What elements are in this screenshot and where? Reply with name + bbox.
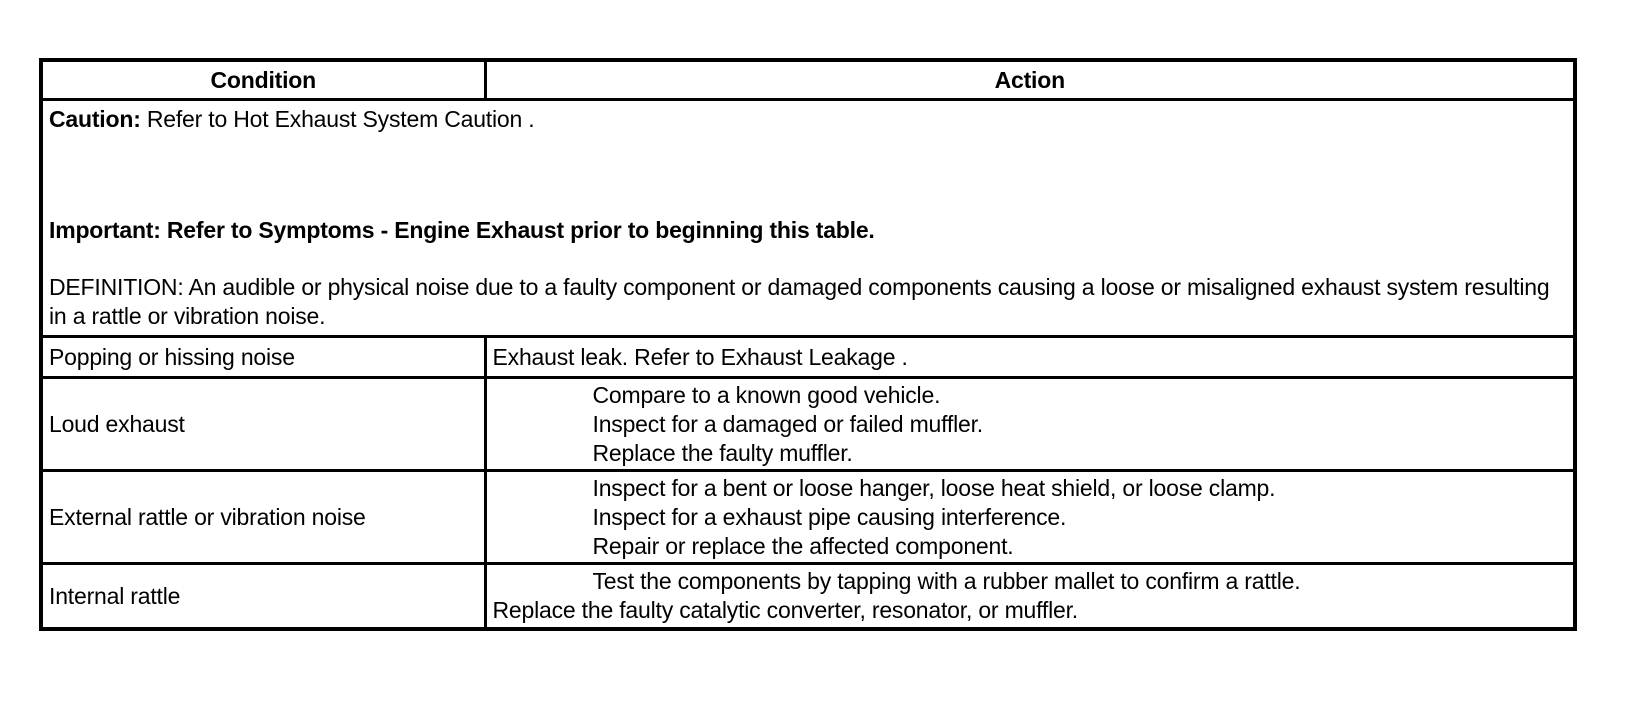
action-cell [485,564,1575,630]
action-step: Inspect for a bent or loose hanger, loose heat shield, or loose clamp. [592,474,1276,501]
action-cell [485,378,1575,471]
important-note: Important: Refer to Symptoms - Engine Exhaust prior to beginning this table. [49,217,875,243]
caution-note [49,105,1573,216]
action-step: Compare to a known good vehicle. [592,381,941,408]
action-step: Test the components by tapping with a rubber mallet to confirm a rattle. [592,568,1301,594]
action-cell [485,471,1575,564]
table-row [41,564,1575,630]
action-step: Repair or replace the affected component. [592,532,1014,559]
action-step: Replace the faulty muffler. [592,439,853,466]
condition-header: Condition [41,60,485,100]
action-cell: Exhaust leak. Refer to Exhaust Leakage . [485,337,1575,378]
action-step: Inspect for a exhaust pipe causing interference. [592,503,1067,530]
table-row [41,471,1575,564]
table-row [41,378,1575,471]
caution-label: Caution: [49,106,141,132]
condition-cell: Loud exhaust [41,378,485,471]
condition-cell: Popping or hissing noise [41,337,485,378]
notes-cell [41,100,1575,337]
table-row [41,337,1575,378]
condition-cell: Internal rattle [41,564,485,630]
action-header: Action [485,60,1575,100]
condition-cell: External rattle or vibration noise [41,471,485,564]
action-step: Replace the faulty catalytic converter, resonator, or muffler. [492,597,1078,623]
caution-text: Refer to Hot Exhaust System Caution . [140,106,535,132]
action-step: Inspect for a damaged or failed muffler. [592,410,983,437]
diagnostic-table [39,58,1577,631]
notes-row [41,100,1575,337]
header-row [41,60,1575,100]
definition-note: DEFINITION: An audible or physical noise due to a faulty component or damaged components causing a loose or misaligned exhaust system resulting in a rattle or vibration noise. [49,274,1550,329]
